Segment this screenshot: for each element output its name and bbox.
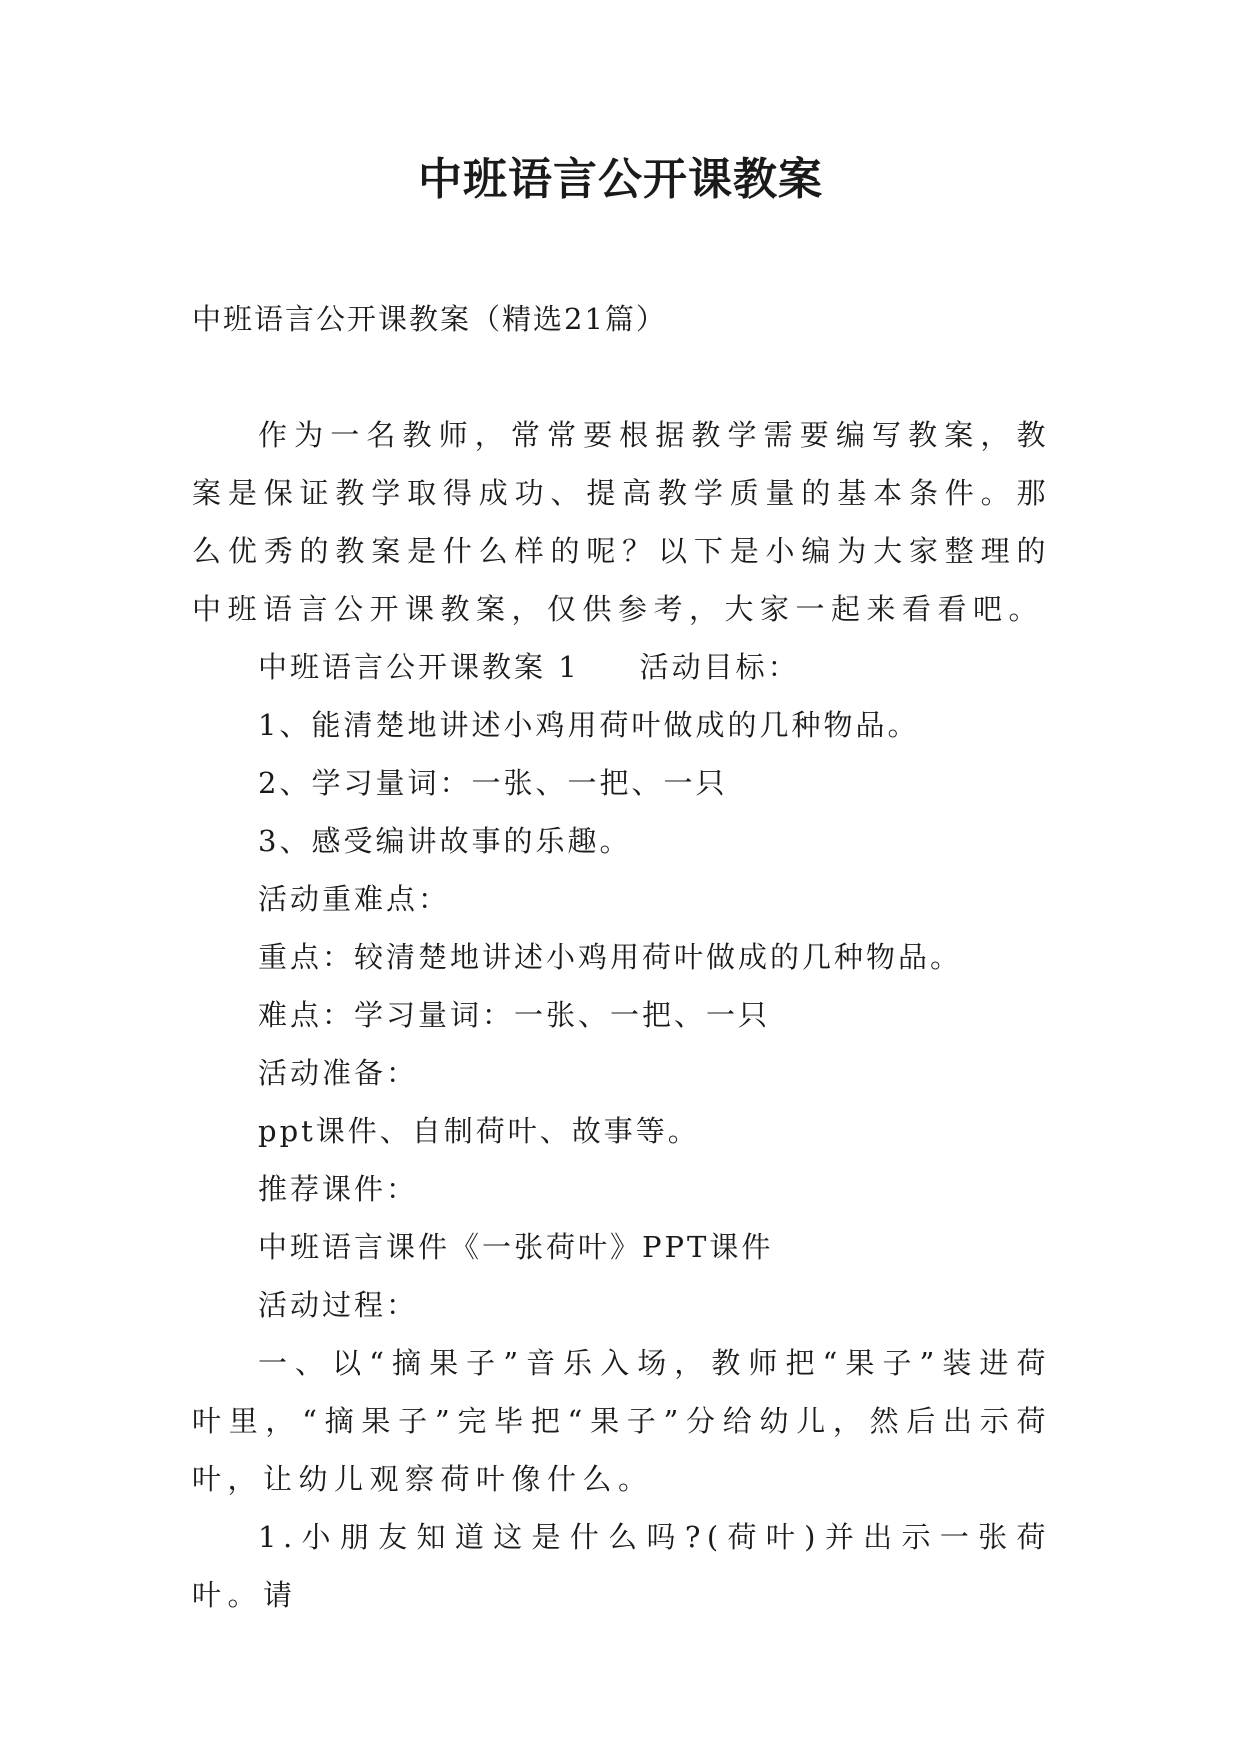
preparation-label: 活动准备：: [258, 1056, 419, 1090]
goal-item-3: 3、感受编讲故事的乐趣。: [258, 824, 632, 858]
document-body: [192, 290, 1052, 1624]
document-subtitle: 中班语言公开课教案（精选21篇）: [192, 302, 667, 336]
process-step-1: 一、以“摘果子”音乐入场，教师把“果子”装进荷叶里，“摘果子”完毕把“果子”分给幼儿，然后出示荷叶，让幼儿观察荷叶像什么。: [192, 1346, 1052, 1496]
preparation-text: ppt课件、自制荷叶、故事等。: [258, 1114, 700, 1148]
process-label: 活动过程：: [258, 1288, 419, 1322]
key-difficulty-label: 活动重难点：: [258, 882, 451, 916]
goals-label: 活动目标：: [639, 650, 800, 684]
recommend-label: 推荐课件：: [258, 1172, 419, 1206]
key-point: 重点：较清楚地讲述小鸡用荷叶做成的几种物品。: [258, 940, 963, 974]
document-title: 中班语言公开课教案: [418, 154, 823, 205]
intro-paragraph: 作为一名教师，常常要根据教学需要编写教案，教案是保证教学取得成功、提高教学质量的基本条件。那么优秀的教案是什么样的呢？以下是小编为大家整理的中班语言公开课教案，仅供参考，大家一起来看看吧。: [192, 418, 1052, 626]
section-heading: 中班语言公开课教案 1: [258, 650, 580, 684]
goal-item-2: 2、学习量词：一张、一把、一只: [258, 766, 728, 800]
goal-item-1: 1、能清楚地讲述小鸡用荷叶做成的几种物品。: [258, 708, 920, 742]
recommend-text: 中班语言课件《一张荷叶》PPT课件: [258, 1230, 774, 1264]
section-heading-line: [192, 638, 1052, 696]
difficulty-point: 难点：学习量词：一张、一把、一只: [258, 998, 771, 1032]
process-step-2: 1.小朋友知道这是什么吗?(荷叶)并出示一张荷叶。请: [192, 1520, 1052, 1612]
